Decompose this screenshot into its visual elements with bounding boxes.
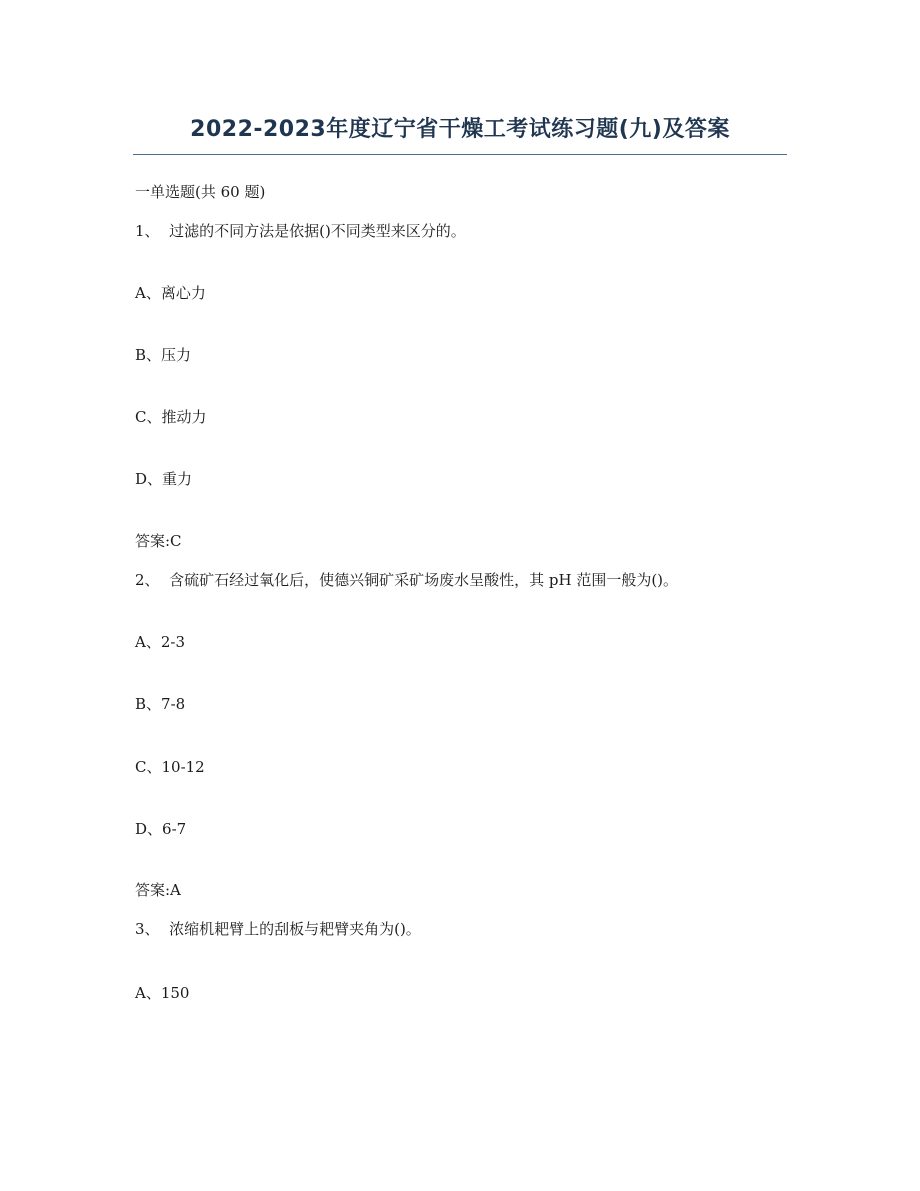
option-letter: A、 (135, 633, 161, 651)
question-2-option-d (135, 819, 186, 839)
option-text: 重力 (162, 470, 193, 488)
option-text: 7-8 (161, 695, 186, 713)
question-number: 3、 (135, 920, 160, 938)
question-1-option-b (135, 345, 191, 365)
question-1-answer: 答案:C (135, 532, 182, 550)
option-letter: C、 (135, 408, 162, 426)
option-letter: B、 (135, 346, 162, 364)
option-letter: D、 (135, 820, 163, 838)
title-underline (133, 154, 787, 155)
section-heading: 一单选题(共 60 题) (135, 183, 266, 201)
question-text: 过滤的不同方法是依据()不同类型来区分的。 (169, 222, 466, 240)
option-letter: A、 (135, 984, 161, 1002)
question-3 (135, 919, 421, 939)
question-1-option-c (135, 407, 207, 427)
question-2-option-b (135, 694, 185, 714)
option-letter: B、 (135, 695, 162, 713)
question-2-option-a (135, 632, 185, 652)
question-3-option-a (135, 983, 189, 1003)
option-text: 150 (160, 984, 190, 1002)
question-2 (135, 570, 678, 590)
option-text: 10-12 (161, 758, 205, 776)
document-title: 2022-2023年度辽宁省干燥工考试练习题(九)及答案 (190, 117, 730, 142)
question-1 (135, 221, 466, 241)
question-number: 2、 (135, 571, 160, 589)
question-2-option-c (135, 757, 205, 777)
option-text: 离心力 (160, 284, 206, 302)
question-text: 浓缩机耙臂上的刮板与耙臂夹角为()。 (169, 920, 421, 938)
option-text: 6-7 (162, 820, 187, 838)
option-text: 压力 (161, 346, 192, 364)
question-1-option-d (135, 469, 192, 489)
option-text: 2-3 (160, 633, 185, 651)
question-number: 1、 (135, 222, 160, 240)
question-text: 含硫矿石经过氧化后，使德兴铜矿采矿场废水呈酸性，其 pH 范围一般为()。 (169, 571, 679, 589)
question-1-option-a (135, 283, 206, 303)
option-text: 推动力 (161, 408, 207, 426)
option-letter: A、 (135, 284, 161, 302)
option-letter: D、 (135, 470, 163, 488)
question-2-answer: 答案:A (135, 881, 181, 899)
option-letter: C、 (135, 758, 162, 776)
